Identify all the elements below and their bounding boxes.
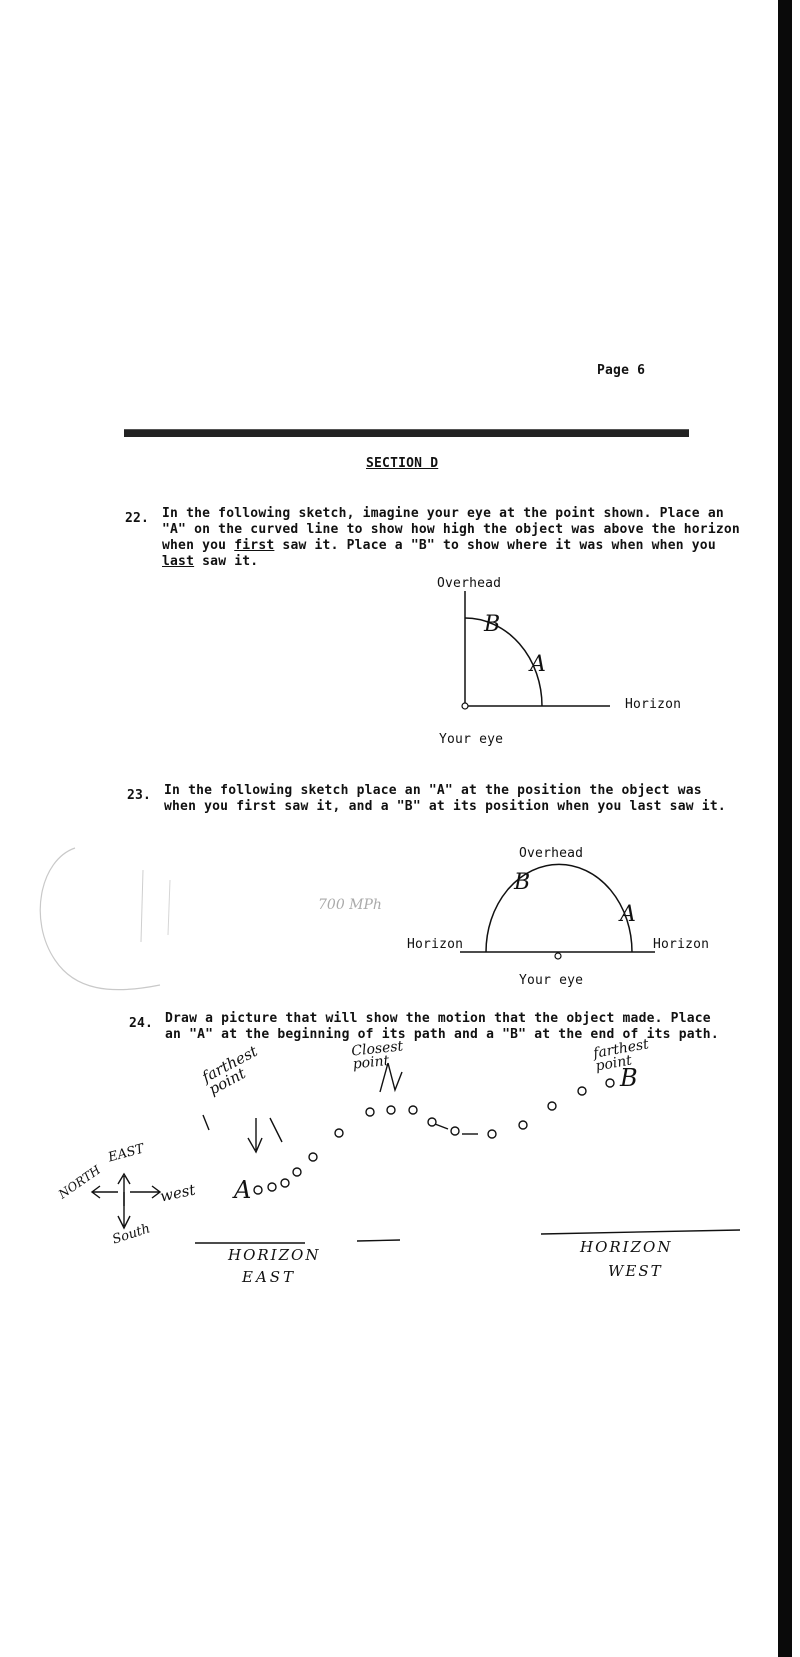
question-text-line: In the following sketch, imagine your eye at the point shown. Place an (162, 506, 724, 521)
question-text-line: "A" on the curved line to show how high the object was above the horizon (162, 522, 740, 537)
question-text-line: Draw a picture that will show the motion that the object made. Place (165, 1011, 711, 1026)
text-segment: saw it. Place a "B" to show where it was when when you (274, 538, 716, 553)
horizon-east-label: HORIZON (228, 1246, 321, 1264)
underlined-word: last (162, 554, 195, 569)
horizon-west-label: HORIZON (580, 1238, 673, 1256)
question-number: 24. (129, 1016, 154, 1031)
faint-handwritten-note: 700 MPh (318, 897, 382, 913)
label-overhead: Overhead (519, 846, 584, 861)
handwritten-mark-a: A (530, 652, 546, 677)
text-segment: saw it. (194, 554, 259, 569)
compass-east-label: EAST (106, 1141, 146, 1166)
question-text-line: when you first saw it, and a "B" at its position when you last saw it. (164, 799, 726, 814)
compass-north-label: NORTH (56, 1162, 104, 1202)
handwritten-farthest-point-right: farthest point (592, 1036, 650, 1075)
question-number: 23. (127, 788, 152, 803)
section-title: SECTION D (366, 456, 439, 471)
handwritten-mark-b: B (620, 1064, 638, 1092)
handwritten-mark-b: B (484, 612, 501, 637)
compass-west-label: west (158, 1180, 197, 1206)
label-horizon: Horizon (625, 697, 682, 712)
handwritten-mark-b: B (514, 870, 531, 895)
label-your-eye: Your eye (519, 973, 584, 988)
label-your-eye: Your eye (439, 732, 504, 747)
handwritten-farthest-point-left: farthest point (199, 1042, 261, 1099)
handwritten-mark-a: A (234, 1176, 252, 1204)
label-horizon-left: Horizon (407, 937, 464, 952)
compass-south-label: South (110, 1221, 153, 1248)
text-segment: when you (162, 538, 235, 553)
question-text-line: In the following sketch place an "A" at the position the object was (164, 783, 702, 798)
underlined-word: first (234, 538, 275, 553)
handwritten-closest-point: Closest point (350, 1038, 404, 1073)
label-horizon-right: Horizon (653, 937, 710, 952)
horizon-west-direction: WEST (608, 1262, 663, 1280)
page-number: Page 6 (597, 363, 646, 378)
question-number: 22. (125, 511, 150, 526)
horizon-east-direction: EAST (242, 1268, 297, 1286)
question-text-line: an "A" at the beginning of its path and a "B" at the end of its path. (165, 1027, 719, 1042)
label-overhead: Overhead (437, 576, 502, 591)
handwritten-mark-a: A (620, 902, 636, 927)
